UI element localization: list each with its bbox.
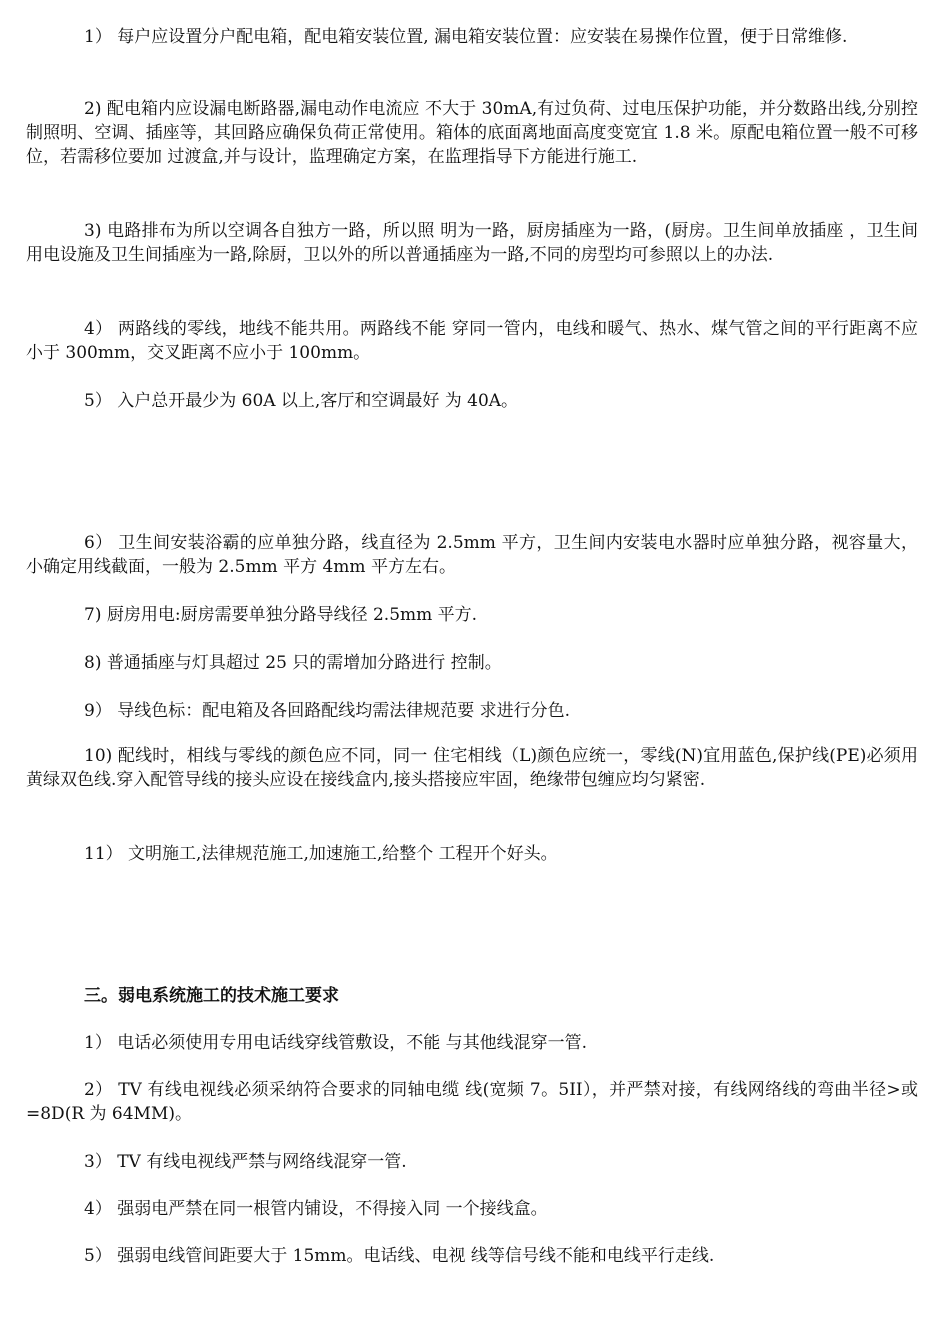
item-7: 7) 厨房用电:厨房需要单独分路导线径 2.5mm 平方. [84, 605, 478, 625]
weak-item-3: 3） TV 有线电视线严禁与网络线混穿一管. [84, 1152, 407, 1172]
weak-item-1: 1） 电话必须使用专用电话线穿线管敷设，不能 与其他线混穿一管. [84, 1033, 588, 1053]
item-6: 6） 卫生间安装浴霸的应单独分路，线直径为 2.5mm 平方，卫生间内安装电水器时应单独分路，视容量大，小确定用线截面，一般为 2.5mm 平方 4mm 平方左右。 [26, 533, 918, 577]
weak-item-4: 4） 强弱电严禁在同一根管内铺设，不得接入同 一个接线盒。 [84, 1199, 548, 1219]
item-4: 4） 两路线的零线，地线不能共用。两路线不能 穿同一管内，电线和暖气、热水、煤气管之间的平行距离不应小于 300mm，交叉距离不应小于 100mm。 [26, 319, 918, 363]
item-10: 10) 配线时，相线与零线的颜色应不同，同一 住宅相线（L)颜色应统一，零线(N)宜用蓝色,保护线(PE)必须用黄绿双色线.穿入配管导线的接头应设在接线盒内,接头搭接应牢固，绝缘带包缠应均匀紧密. [26, 746, 918, 790]
item-2: 2) 配电箱内应设漏电断路器,漏电动作电流应 不大于 30mA,有过负荷、过电压保护功能，并分数路出线,分别控制照明、空调、插座等，其回路应确保负荷正常使用。箱体的底面离地面高度变宽宜 1.8 米。原配电箱位置一般不可移位，若需移位要加 过渡盒,并与设计，监理确定方案，在监理指导下方能进行施工. [26, 99, 918, 167]
weak-item-5: 5） 强弱电线管间距要大于 15mm。电话线、电视 线等信号线不能和电线平行走线. [84, 1246, 715, 1266]
item-5: 5） 入户总开最少为 60A 以上,客厅和空调最好 为 40A。 [84, 391, 519, 411]
item-11: 11） 文明施工,法律规范施工,加速施工,给整个 工程开个好头。 [84, 844, 558, 864]
section-heading: 三。弱电系统施工的技术施工要求 [84, 986, 339, 1006]
item-3: 3) 电路排布为所以空调各自独方一路，所以照 明为一路，厨房插座为一路，(厨房。卫生间单放插座 ，卫生间用电设施及卫生间插座为一路,除厨，卫以外的所以普通插座为一路,不同的房型均可参照以上的办法. [26, 221, 918, 265]
item-9: 9） 导线色标：配电箱及各回路配线均需法律规范要 求进行分色. [84, 701, 571, 721]
weak-item-2: 2） TV 有线电视线必须采纳符合要求的同轴电缆 线(宽频 7。5II），并严禁对接，有线网络线的弯曲半径>或=8D(R 为 64MM)。 [26, 1080, 918, 1124]
item-1: 1） 每户应设置分户配电箱，配电箱安装位置, 漏电箱安装位置：应安装在易操作位置，便于日常维修. [84, 27, 848, 47]
item-8: 8) 普通插座与灯具超过 25 只的需增加分路进行 控制。 [84, 653, 502, 673]
